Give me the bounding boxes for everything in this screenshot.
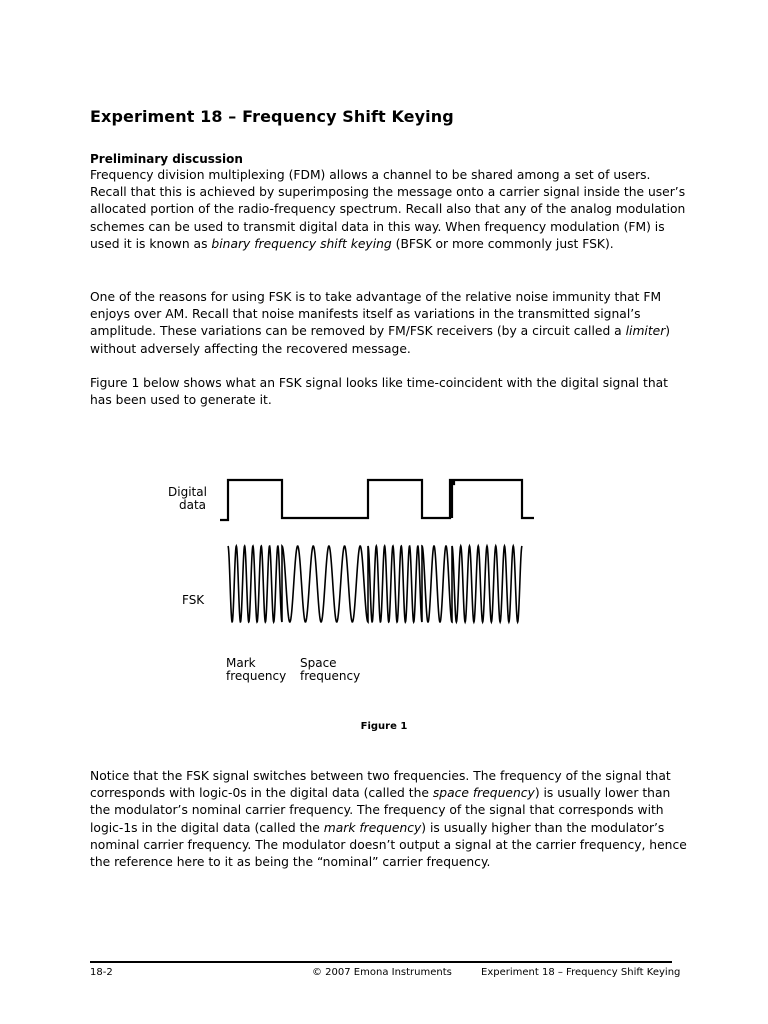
digital-data-label-line1: Digital	[168, 485, 207, 499]
paragraph-fdm	[90, 167, 690, 253]
section-heading: Preliminary discussion	[90, 152, 243, 166]
footer-rule	[90, 961, 672, 963]
paragraph-text: ) is usually lower than the modulator’s nominal carrier frequency. The frequency of the signal that corresponds with logic-1s in the digital data (called the	[90, 786, 671, 835]
paragraph-text: ) is usually higher than the modulator’s nominal carrier frequency. The modulator doesn’t output a signal at the carrier frequency, hence the reference here to it as being the “nominal” carrier frequency.	[90, 820, 687, 870]
space-label-line2: frequency	[300, 669, 361, 683]
mark-label-line1: Mark	[226, 656, 256, 670]
paragraph-text: One of the reasons for using FSK is to take advantage of the relative noise immunity that FM enjoys over AM. Recall that noise manifests itself as variations in the transmitted signal’s amplitude. These variations can be removed by FM/FSK receivers (by a circuit called a	[90, 290, 662, 339]
emphasis-text: space frequency	[432, 786, 535, 801]
fsk-waveforms	[160, 470, 550, 690]
paragraph-figure-intro: Figure 1 below shows what an FSK signal looks like time-coincident with the digital signal that has been used to generate it.	[90, 376, 668, 408]
digital-data-waveform	[220, 480, 534, 520]
figure-fsk	[160, 470, 550, 690]
paragraph-text: Notice that the FSK signal switches between two frequencies. The frequency of the signal that corresponds with logic-0s in the digital data (called the	[90, 769, 671, 801]
figure-caption: Figure 1	[360, 721, 408, 732]
fsk-waveform	[228, 546, 522, 622]
footer-running-title: Experiment 18 – Frequency Shift Keying	[481, 967, 681, 978]
mark-label-line2: frequency	[226, 669, 287, 683]
emphasis-text: limiter	[625, 324, 666, 339]
paragraph-text: (BFSK or more commonly just FSK).	[391, 236, 614, 251]
paragraph-text: ) without adversely affecting the recovered message.	[90, 324, 671, 356]
emphasis-text: binary frequency shift keying	[211, 236, 392, 251]
digital-data-label-line2: data	[179, 498, 207, 512]
paragraph-text: Frequency division multiplexing (FDM) allows a channel to be shared among a set of users. Recall that this is achieved by superimposing the message onto a carrier signal inside the user’s allocated portion of the radio-frequency spectrum. Recall also that any of the analog modulation schemes can be used to transmit digital data in this way. When frequency modulation (FM) is used it is known as	[90, 168, 686, 251]
emphasis-text: mark frequency	[323, 820, 422, 835]
page-title: Experiment 18 – Frequency Shift Keying	[90, 107, 454, 126]
paragraph-frequencies	[90, 768, 690, 871]
space-label-line1: Space	[300, 656, 337, 670]
footer-copyright: © 2007 Emona Instruments	[312, 967, 452, 978]
footer-page-number: 18-2	[90, 967, 113, 978]
fsk-label: FSK	[182, 593, 205, 607]
paragraph-noise-immunity	[90, 289, 690, 358]
